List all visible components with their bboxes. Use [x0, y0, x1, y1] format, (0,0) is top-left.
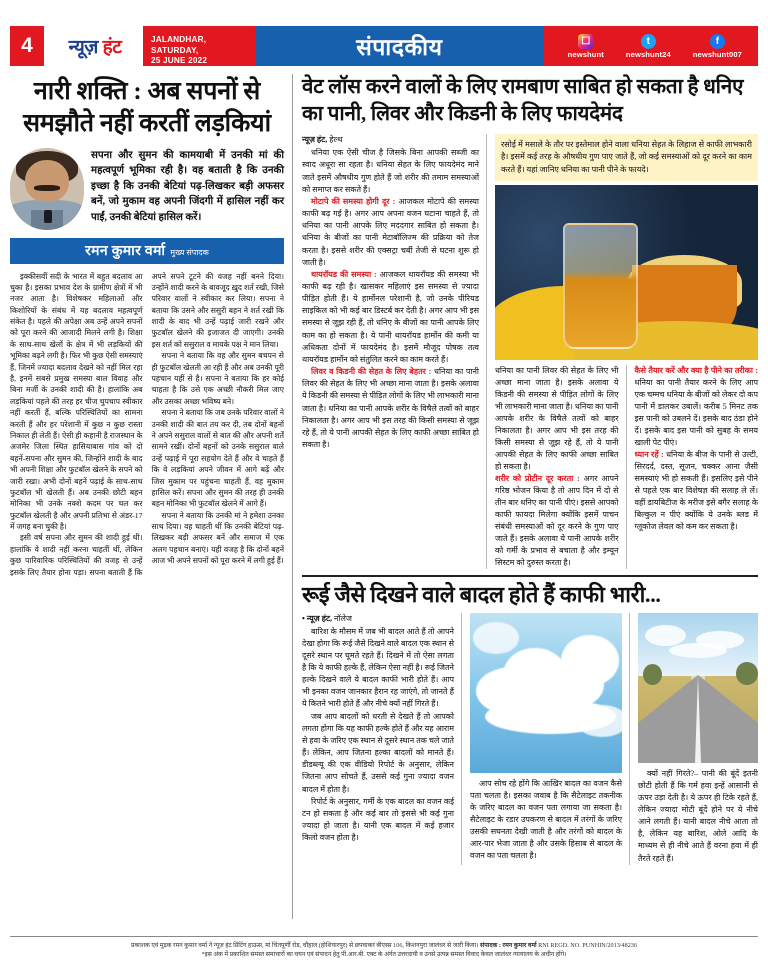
byline-desk: हेल्थ [329, 135, 343, 145]
coriander-water-photo [495, 185, 758, 360]
health-subhead: लिवर व किडनी की सेहत के लिए बेहतर : [311, 367, 432, 377]
health-subhead: ध्यान रहें : [634, 449, 664, 459]
health-sub-columns [495, 365, 758, 569]
cloud-headline: रूई जैसे दिखने वाले बादल होते हैं काफी भारी... [302, 581, 661, 607]
health-section-body: धनिया का पानी तैयार करने के लिए आप एक चम्मच धनिया के बीजों को लेकर दो कप पानी में डालकर उबालें। करीब 5 मिनट तक इस पानी को उबलने दें। इसके बाद ठंडा होने दें। इसके बाद इस पानी को सुबह के समय खाली पेट पीएं। [634, 377, 758, 447]
health-section-7 [635, 449, 759, 533]
footer-editor: संपादक : रमन कुमार वर्मा [480, 941, 537, 949]
health-top-block [302, 134, 758, 568]
health-intro-text [302, 147, 479, 451]
health-standfirst: रसोई में मसाले के तौर पर इस्तेमाल होने वाला धनिया सेहत के लिहाज से काफी लाभकारी है। इसमें कई तरह के औषधीय गुण पाए जाते हैं, जो कई समस्याओं को दूर करने का काम करते हैं। यहां जानिए धनिया का पानी पीने के फायदे। [495, 134, 758, 180]
health-text-column-3 [635, 365, 759, 569]
edition-place-day: JALANDHAR, SATURDAY, [151, 35, 207, 55]
editorial-paragraph: इक्कीसवीं सदी के भारत में बहुत बदलाव आ चुका है। इसका प्रभाव देश के ग्रामीण क्षेत्रों में भी नजर आता है। विशेषकर महिलाओं और किशोरियों के संबंध में यह बदलाव महत्वपूर्ण संकेत है। पहले की अपेक्षा अब उन्हें अपने सपनों को पूरा करने की आजादी मिलने लगी है। शिक्षा के साथ-साथ खेलों के क्षेत्र में भी लड़कियों की भूमिका बढ़ने लगी है। फिर भी कुछ ऐसी समस्याएं हैं, जिनमें ज्यादा बदलाव देखने को नहीं मिल रहा है, इनमें सबसे प्रमुख समस्या बाल विवाह और बिना मर्जी के उनकी शादी की है। हालांकि अब लड़कियां पहले की तरह हर चीज चुपचाप स्वीकार नहीं करतीं हैं, बल्कि परिस्थितियों का सामना करती हैं और हर परेशानी में कुछ न कुछ रास्ता निकाल ही लेती हैं। ऐसी ही कहानी है राजस्थान के अजमेर जिला स्थित हासियाबास गांव को दो बहनें-सपना और सुमन की, जिन्होंने शादी के बाद भी अपनी शिक्षा और फुटबॉल खेलने के सपने को जारी रखा। अभी दोनों बहनें पढ़ाई के साथ-साथ फुटबॉल भी खेलती हैं। अब उनकी छोटी बहन मोनिका भी उनके नक्शे कदम पर चल कर फुटबॉल खेलती है और अपनी प्रतिभा से अंडर-17 में जगह बना चुकी है। [10, 271, 143, 532]
twitter-handle: newshunt24 [625, 49, 671, 59]
edition-date [143, 26, 255, 66]
editorial-column [10, 74, 293, 919]
editorial-body [10, 271, 284, 836]
social-facebook[interactable] [693, 34, 742, 59]
page-number: 4 [10, 26, 46, 66]
social-twitter[interactable] [626, 34, 671, 59]
health-media-column [495, 134, 758, 568]
health-section-body: अगर आपने गरिष्ठ भोजन किया है तो आप दिन में दो से तीन बार धनिए का पानी पीएं। इससे आपको काफी फायदा मिलेगा क्योंकि इसमें पाचन संबंधी समस्याओं को दूर करने के गुण पाए जाते हैं। इसके अलावा ये पानी आपके शरीर को गर्मी के प्रभाव से बचाता है और इम्यून सिस्टम को दुरुस्त करता है। [495, 473, 619, 567]
edition-date-value: 25 JUNE 2022 [151, 56, 208, 65]
masthead [10, 26, 758, 66]
editorial-paragraph: सपना ने बताया कि वह और सुमन बचपन से ही फुटबॉल खेलती आ रही हैं और अब उनकी पूरी पहचान यहीं से है। सपना ने बताया कि हर कोई चाहता है कि उसे एक अच्छी नौकरी मिल जाए और उसका अच्छा भविष्य बने। [151, 351, 284, 406]
footer-jurisdiction-line: *इस अंक में प्रकाशित समस्त समाचारों का चयन एवं संपादन हेतु पी.आर.बी. एक्ट के अंर्गत उत्तरदायी व उनसे उत्पन्न समस्त विवाद केवल जालंधर न्यायालय के अधीन होंगे। [201, 951, 567, 959]
facebook-handle: newshunt007 [692, 49, 742, 59]
health-byline [302, 134, 479, 145]
cloud-article [302, 582, 758, 865]
cloud-body-1 [302, 626, 454, 845]
byline-brand: न्यूज़ हंट, [302, 135, 328, 145]
footer-imprint-line [10, 941, 758, 951]
editor-name: रमन कुमार वर्मा [85, 243, 166, 259]
instagram-handle: newshunt [567, 49, 604, 59]
health-paragraph: धनिया एक ऐसी चीज है जिसके बिना आपकी सब्जी का स्वाद अधूरा सा रहता है। धनिया सेहत के लिए फायदेमंद माने जाते इसमें औषधीय गुण होते हैं जो शरीर की तमाम समस्याओं को समाप्त कर सकते हैं। [302, 148, 479, 194]
editorial-standfirst: सपना और सुमन की कामयाबी में उनकी मां की महत्वपूर्ण भूमिका रही है। वह बताती है कि उनकी इच्छा है कि उनकी बेटियां पढ़-लिखकर बड़ी अफसर बनें, जो मुकाम वह अपनी जिंदगी में हासिल नहीं कर पाईं, उनकी बेटियां हासिल करें। [91, 149, 284, 223]
health-text-column-1 [302, 134, 487, 568]
health-subhead: कैसे तैयार करें और क्या है पीने का तरीका : [634, 365, 758, 375]
instagram-icon: ☐ [578, 34, 593, 49]
right-column [293, 74, 758, 919]
logo-word-news: न्यूज़ [68, 36, 98, 58]
health-section-body: धनिया के बीज के पानी से उल्टी, सिरदर्द, दस्त, सूजन, चक्कर आना जैसी समस्याएं भी हो सकती हैं। इसलिए इसे पीने से पहले एक बार विशेषज्ञ की सलाह ले लें। वहीं डायबिटीज के मरीज इसे बगैर सलाह के बिल्कुल न पीएं क्योंकि ये उनके ब्लड में ग्लूकोज लेवल को कम कर सकता है। [634, 449, 758, 531]
cloud-byline: • न्यूज़ हंट, नॉलेज [302, 613, 352, 623]
health-text-column-2 [495, 365, 627, 569]
road-photo [638, 613, 758, 763]
facebook-icon: f [710, 34, 725, 49]
newspaper-logo[interactable] [46, 26, 143, 66]
cloud-text-column-2 [470, 613, 630, 865]
health-headline: वेट लॉस करने वालों के लिए रामबाण साबित हो सकता है धनिए का पानी, लिवर और किडनी के लिए फायदेमंद [302, 76, 744, 125]
health-section-body: धनिया का पानी लिवर की सेहत के लिए भी अच्छा माना जाता है। इसके अलावा ये किडनी की समस्या से पीड़ित लोगों के लिए भी लाभकारी माना जाता है। धनिया का पानी आपके शरीर के विषैले तत्वों को बाहर निकालता है। अगर आप भी इस तरह की किसी समस्या से जूझ रहे हैं, तो ये पानी आपकी सेहत के लिए काफी अच्छा साबित हो सकता है। [302, 367, 479, 450]
cloud-grid [302, 613, 758, 865]
editorial-paragraph: इसी वर्ष सपना और सुमन की शादी हुई थी। हालांकि वे शादी नहीं करना चाहतीं थीं, लेकिन कुछ पारिवारिक परिस्थितियों की वजह से उन्हें इसके लिए तैयार होना पड़ा। सपना बताती हैं कि अपने सपने टूटने की वजह नहीं बनने दिया। उन्होंने शादी करने के बावजूद ख़ुद शर्त रखी, जिसे परिवार वालों ने स्वीकार कर लिया। सपना ने बताया कि उसने और ससुरी बहन ने शर्त रखी कि शादी के बाद भी उन्हें पढ़ाई जारी रखने और फुटबॉल खेलने की इजाजत दी जाएगी। उनकी इस शर्त को ससुराल व मायके पक्ष ने मान लिया। [10, 271, 284, 577]
editorial-headline: नारी शक्ति : अब सपनों से समझौते नहीं करतीं लड़कियां [23, 78, 271, 137]
social-links [544, 26, 758, 66]
editor-designation: मुख्य संपादक [170, 247, 209, 257]
cloud-paragraph: आप सोच रहे होंगे कि आखिर बादल का वजन कैसे पता चलता है। इसका जवाब है कि सैटेलाइट तकनीक के जरिए बादल का वजन पता लगाया जा सकता है। सैटेलाइट के रडार उपकरण से बादल में तरंगों के जरिए उसकी सघनता देखी जाती है और तरंगों को बादल के आर-पार भेजा जाता है और उसके हिसाब से बादल के वजन का पता चलता है। [470, 778, 622, 861]
health-section-4 [495, 365, 619, 473]
editor-photo [10, 148, 84, 230]
editor-byline-bar [10, 238, 284, 264]
page-footer [10, 936, 758, 960]
editorial-paragraph: सपना ने बताया कि जब उनके परिवार वालों ने उनकी शादी की बात तय कर दी, तब दोनों बहनों ने अपने ससुराल वालों से बात की और अपनी शर्तें सामने रखीं। दोनों बहनों को उनके ससुराल वाले उन्हें पढ़ाई में पूरा सहयोग देते हैं और वे चाहते हैं कि वे लड़कियां अपने जीवन में आगे बढ़ें और जिस मुकाम पर पहुंचना चाहती हैं, वह मुकाम हासिल करें। सपना और सुमन की तरह ही उनकी बहन मोनिका भी फुटबॉल खेलने में आगे हैं। [151, 408, 284, 509]
footer-publisher: प्रकाशक एवं मुद्रक रमन कुमार वर्मा ने न्यूज़ हंट प्रिंटिंग हाऊस, मां चिंतपूर्णी रोड, चौहाल (होशियारपुर) से छपवाकर बीएस्स 106, किशनपुरा जालंधर से जारी किया। [130, 941, 479, 949]
health-section-body: आजकल थायरॉयड की समस्या भी काफी बढ़ रही है। खासकर महिलाएं इस समस्या से ज्यादा पीड़ित होती हैं। ये हार्मोनल परेशानी है, जो उनके पीरियड साइकिल को भी कई बार डिस्टर्ब कर देती है। अगर आप भी इस समस्या से जूझ रही हैं, तो धनिए के बीजों का पानी आपके लिए काम का हो सकता है। ये पानी थायरॉयड हार्मोन की कमी या अधिकता दोनों में फायदेमंद है। इसमें मौजूद पोषक तत्व थायरॉयड हार्मोन को संतुलित करने का काम करते हैं। [302, 269, 480, 364]
cloud-paragraph: रिपोर्ट के अनुसार, गर्मी के एक बादल का वजन कई टन हो सकता है और कई बार तो इससे भी कई गुना ज्यादा हो जाता है। यानी एक बादल में कई हजार किलो वजन होता है। [302, 796, 454, 843]
health-section-2 [302, 269, 479, 366]
health-section-5 [495, 473, 619, 569]
health-section-1 [302, 196, 479, 269]
health-section-body: धनिया का पानी लिवर की सेहत के लिए भी अच्छा माना जाता है। इसके अलावा ये किडनी की समस्या से पीड़ित लोगों के लिए भी लाभकारी माना जाता है। धनिया का पानी आपके शरीर के विषैले तत्वों को बाहर निकालता है। अगर आप भी इस तरह की किसी समस्या से जूझ रहे हैं, तो ये पानी आपकी सेहत के लिए काफी अच्छा साबित हो सकता है। [495, 365, 619, 471]
health-subhead: थायरॉयड की समस्या : [311, 269, 377, 279]
section-title: संपादकीय [255, 26, 544, 66]
cloud-body-2 [470, 778, 622, 863]
newspaper-page [0, 26, 768, 966]
footer-rni: RNI REGD. NO. PUNHIN/2013/48236 [538, 941, 637, 949]
byline-desk: नॉलेज [334, 613, 352, 623]
cloud-paragraph: जब आप बादलों को धरती से देखते हैं तो आपको लगता होगा कि यह काफी हल्के होते हैं और यह आराम से हवा के जरिए एक स्थान से दूसरे स्थान तक चले जाते हैं। लेकिन, आप जितना हल्का बादलों को मानते हैं। डीडब्ल्यू की एक वीडियो रिपोर्ट के अनुसार, लेकिन जितना आप सोचते हैं, उससे कई गुना ज्यादा वजन बादल में होता है। [302, 711, 454, 794]
social-instagram[interactable] [568, 34, 604, 59]
health-section-6 [635, 365, 759, 449]
editorial-intro-block [10, 148, 284, 230]
twitter-icon: t [641, 34, 656, 49]
editorial-paragraph: सपना ने बताया कि उनकी मां ने हमेशा उनका साथ दिया। वह चाहती थीं कि उनकी बेटियां पढ़-लिखकर बड़ी अफसर बनें और समाज में एक अलग पहचान बनाएं। यही वजह है कि दोनों बहनें आज भी अपने सपनों को पूरा करने में लगी हुई हैं। [151, 510, 284, 566]
health-section-body: आजकल मोटापे की समस्या काफी बढ़ गई है। अगर आप अपना वजन घटाना चाहते हैं, तो धनिया का पानी आपके लिए मददगार साबित हो सकता है। धनिया के बीजों का पानी मेटाबॉलिज्म की प्रक्रिया को तेज करता है। इससे शरीर की एक्सट्रा चर्बी तेजी से घटना शुरू हो जाती है। [302, 196, 479, 267]
cloud-sky-photo [470, 613, 622, 773]
logo-word-hunt: हंट [102, 36, 122, 58]
health-subhead: मोटापे की समस्या होगी दूर : [311, 196, 396, 206]
byline-brand: न्यूज़ हंट, [306, 613, 333, 623]
page-content [10, 74, 758, 919]
cloud-body-3 [638, 768, 758, 865]
health-subhead: शरीर को प्रोटीन दूर करता : [495, 473, 580, 483]
health-section-3 [302, 366, 479, 451]
cloud-paragraph: क्यों नहीं गिरते?– पानी की बूंदें इतनी छोटी होती हैं कि गर्म हवा इन्हें आसानी से ऊपर उड़ा देती है। ये ऊपर ही टिके रहते हैं, लेकिन ज्यादा मोटी बूंदें होने पर ये नीचे आने लगती हैं। यानी बादल नीचे आता तो है, लेकिन यह बारिश, ओले आदि के माध्यम से ही नीचे आते हैं वरना हवा में ही तैरते रहते हैं। [638, 768, 758, 863]
cloud-media-column [638, 613, 758, 865]
health-article [302, 74, 758, 569]
cloud-text-column-1 [302, 613, 462, 865]
article-divider [302, 575, 758, 577]
cloud-paragraph: बारिश के मौसम में जब भी बादल आते हैं तो आपने देखा होगा कि रूई जैसे दिखने वाले बादल एक स्थान से दूसरे स्थान पर घूमते रहते हैं। दिखने में तो ऐसा लगता है कि ये काफी हल्के हैं, लेकिन ऐसा नहीं है। रूई जितने हल्के दिखने वाले ये बादल काफी भारी होते हैं। आप भी इनका वजन जानकार हैरान रह जाएंगे, तो जानते हैं ये कितने भारी होते हैं और नीचे क्यों नहीं गिरते हैं। [302, 626, 454, 709]
